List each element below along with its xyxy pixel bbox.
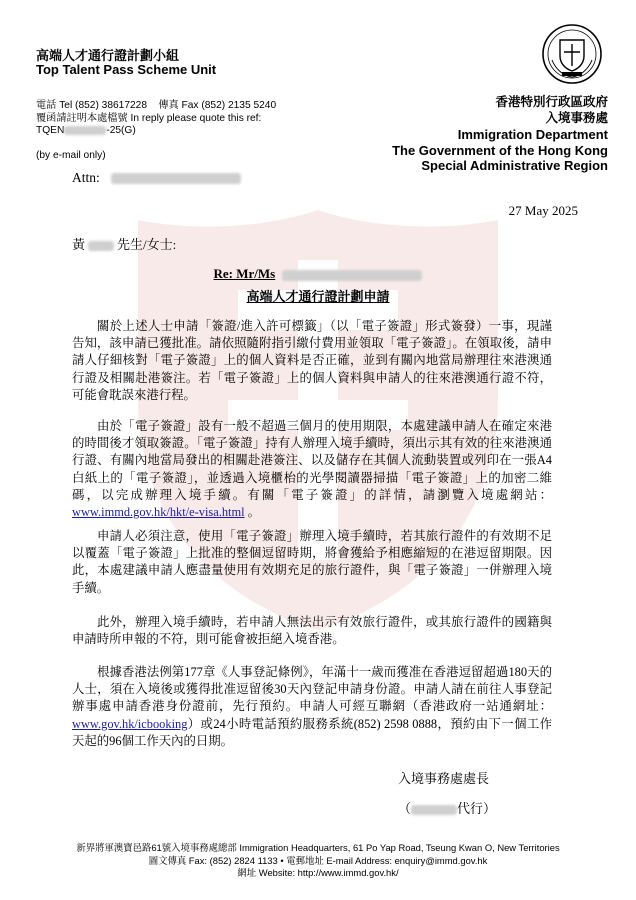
paragraph-4 bbox=[72, 614, 552, 648]
icbooking-link[interactable]: www.gov.hk/icbooking bbox=[72, 716, 188, 731]
signoff-signature bbox=[398, 798, 496, 817]
footer-address: 新界將軍澳寶邑路61號入境事務處總部 Immigration Headquarters, 61 Po Yap Road, Tseung Kwan O, New Territories bbox=[76, 842, 560, 853]
gov-en-2: Special Administrative Region bbox=[421, 158, 608, 173]
ref-number bbox=[36, 125, 276, 138]
paragraph-1-text: 關於上述人士申請「簽證/進入許可標籤」（以「電子簽證」形式簽發）一事，現謹告知，該申請已獲批准。請依照隨附指引繳付費用並領取「電子簽證」。在領取後，請申請人仔細核對「電子簽證」上的個人資料是否正確，並到有關內地當局辦理往來港澳通行證及相關赴港簽注。若「電子簽證」上的個人資料與申請人的往來港澳通行證不符，可能會耽誤來港行程。 bbox=[72, 319, 552, 402]
paragraph-2 bbox=[72, 418, 552, 521]
unit-name-zh: 高端人才通行證計劃小組 bbox=[36, 48, 180, 63]
footer-website: 網址 Website: http://www.immd.gov.hk/ bbox=[237, 867, 399, 878]
ref-suffix: -25(G) bbox=[106, 125, 136, 136]
redacted-ref bbox=[64, 126, 106, 135]
paragraph-4-text: 此外，辦理入境手續時，若申請人無法出示有效旅行證件，或其旅行證件的國籍與申請時所申報的不符，則可能會被拒絕入境香港。 bbox=[72, 615, 552, 647]
paragraph-2-end: 。 bbox=[244, 505, 261, 520]
dept-zh: 入境事務處 bbox=[545, 111, 608, 125]
attn-line bbox=[72, 170, 241, 186]
attn-label: Attn: bbox=[72, 170, 100, 185]
paragraph-3-text: 申請人必須注意，使用「電子簽證」辦理入境手續時，若其旅行證件的有效期不足以覆蓋「電子簽證」上批准的整個逗留時期，將會獲給予相應縮短的在港逗留期限。因此，本處建議申請人應盡量使用有效期充足的旅行證件，與「電子簽證」一併辦理入境手續。 bbox=[72, 529, 552, 595]
unit-name-en: Top Talent Pass Scheme Unit bbox=[36, 62, 217, 77]
subject-re-label: Re: Mr/Ms bbox=[213, 266, 276, 281]
evisa-link[interactable]: www.immd.gov.hk/hkt/e-visa.html bbox=[72, 505, 245, 520]
signoff-close: 代行） bbox=[457, 801, 497, 816]
footer bbox=[0, 842, 636, 880]
subject-title: 高端人才通行證計劃申請 bbox=[246, 289, 390, 304]
immigration-emblem-icon bbox=[540, 22, 604, 86]
redacted-given-name bbox=[88, 241, 114, 251]
subject-re-line bbox=[0, 266, 636, 282]
gov-zh: 香港特別行政區政府 bbox=[495, 95, 608, 109]
redacted-officer-name bbox=[411, 805, 457, 815]
paragraph-2-text: 由於「電子簽證」設有一般不超過三個月的使用期限，本處建議申請人在確定來港的時間後才領取簽證。「電子簽證」持有人辦理入境手續時，須出示其有效的往來港澳通行證、有關內地當局發出的相關赴港簽注、以及儲存在其個人流動裝置或列印在一張A4白紙上的「電子簽證」，並透過入境櫃枱的光學閱讀器掃描「電子簽證」上的加密二維碼，以完成辦理入境手續。有關「電子簽證」的詳情，請瀏覽入境處網站： bbox=[72, 419, 552, 502]
salutation bbox=[72, 234, 176, 253]
paragraph-5 bbox=[72, 664, 552, 750]
letter-date: 27 May 2025 bbox=[508, 203, 578, 218]
redacted-attn bbox=[111, 173, 241, 184]
paragraph-3 bbox=[72, 528, 552, 597]
paragraph-5-text-a: 根據香港法例第177章《人事登記條例》，年滿十一歲而獲准在香港逗留超過180天的人士，須在入境後或獲得批准逗留後30天內登記申請身份證。申請人請在前往人事登記辦事處申請香港身份證前，先行預約。申請人可經互聯網（香港政府一站通網址： bbox=[72, 665, 552, 714]
signoff-title: 入境事務處處長 bbox=[398, 771, 490, 786]
paragraph-1 bbox=[72, 318, 552, 404]
gov-en-1: The Government of the Hong Kong bbox=[392, 142, 608, 158]
contact-block bbox=[36, 100, 276, 138]
paragraph-5-text-b: ）或24小時電話預約服務系統(852) 2598 0888，預約由下一個工作天起的96個工作天內的日期。 bbox=[72, 716, 552, 748]
footer-fax-email: 圖文傳真 Fax: (852) 2824 1133 • 電郵地址 E-mail Address: enquiry@immd.gov.hk bbox=[148, 854, 488, 866]
fax-label: 傳真 Fax (852) 2135 5240 bbox=[158, 100, 277, 111]
salutation-surname: 黃 bbox=[72, 237, 86, 252]
ref-prefix: TQEN bbox=[36, 125, 65, 136]
dept-en: Immigration Department bbox=[457, 127, 608, 142]
salutation-title: 先生/女士: bbox=[117, 237, 177, 252]
signoff-open: （ bbox=[398, 801, 412, 816]
redacted-applicant-name bbox=[282, 270, 422, 281]
department-header bbox=[392, 94, 608, 174]
delivery-note: (by e-mail only) bbox=[36, 150, 106, 161]
tel-label: 電話 Tel (852) 38617228 bbox=[36, 100, 147, 111]
ref-label: 覆函請註明本處檔號 In reply please quote this ref: bbox=[36, 112, 262, 124]
